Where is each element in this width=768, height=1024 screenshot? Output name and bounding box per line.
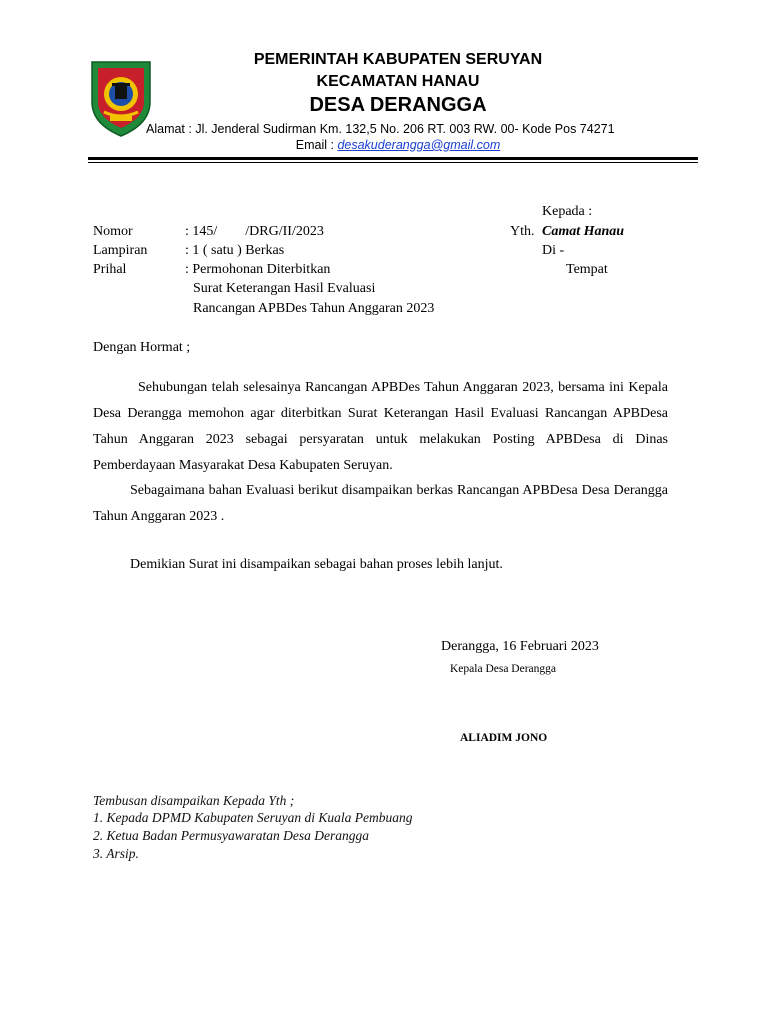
cc-item: 2. Ketua Badan Permusyawaratan Desa Derangga (93, 828, 369, 843)
lampiran-value: : 1 ( satu ) Berkas (185, 243, 285, 258)
letterhead-rule-thin (88, 162, 698, 163)
prihal-value: : Permohonan Diterbitkan (185, 262, 331, 277)
body-paragraph-1: Sehubungan telah selesainya Rancangan APBDes Tahun Anggaran 2023, bersama ini Kepala Desa Derangga memohon agar diterbitkan Surat Keterangan Hasil Evaluasi Rancangan APBDesa Tahun Anggaran 2023 sebagai persyaratan untuk melakukan Posting APBDesa di Dinas Pemberdayaan Masyarakat Desa Kabupaten Seruyan. (93, 380, 668, 473)
recipient-kepada: Kepada : (542, 204, 593, 219)
body-paragraph-2: Sebagaimana bahan Evaluasi berikut disampaikan berkas Rancangan APBDesa Desa Derangga Tahun Anggaran 2023 . (93, 483, 668, 524)
lampiran-label: Lampiran (93, 243, 148, 258)
letterhead-address: Alamat : Jl. Jenderal Sudirman Km. 132,5 No. 206 RT. 003 RW. 00- Kode Pos 74271 (146, 122, 615, 136)
recipient-name: Camat Hanau (542, 224, 625, 239)
letterhead-district: KECAMATAN HANAU (316, 73, 480, 90)
prihal-line-2: Surat Keterangan Hasil Evaluasi (193, 281, 376, 296)
cc-heading: Tembusan disampaikan Kepada Yth ; (93, 793, 295, 808)
recipient-tempat: Tempat (566, 262, 608, 277)
email-link[interactable]: desakuderangga@gmail.com (337, 138, 501, 152)
body-paragraph-3: Demikian Surat ini disampaikan sebagai bahan proses lebih lanjut. (130, 557, 503, 572)
letterhead-village: DESA DERANGGA (309, 94, 487, 116)
nomor-value: : 145/ /DRG/II/2023 (185, 224, 324, 239)
letterhead-email-line (0, 138, 768, 152)
signature-name: ALIADIM JONO (460, 732, 548, 744)
nomor-label: Nomor (93, 224, 133, 239)
recipient-di: Di - (542, 243, 565, 258)
prihal-label: Prihal (93, 262, 127, 277)
cc-item: 1. Kepada DPMD Kabupaten Seruyan di Kuala Pembuang (93, 810, 413, 825)
signature-place-date: Derangga, 16 Februari 2023 (441, 639, 599, 654)
prihal-line-3: Rancangan APBDes Tahun Anggaran 2023 (193, 301, 435, 316)
letterhead-rule-thick (88, 157, 698, 160)
signature-title: Kepala Desa Derangga (450, 663, 556, 675)
letterhead-government: PEMERINTAH KABUPATEN SERUYAN (253, 51, 543, 68)
cc-item: 3. Arsip. (93, 846, 139, 861)
recipient-yth: Yth. (510, 224, 535, 239)
email-label: Email : (295, 138, 334, 152)
salutation: Dengan Hormat ; (93, 340, 191, 355)
